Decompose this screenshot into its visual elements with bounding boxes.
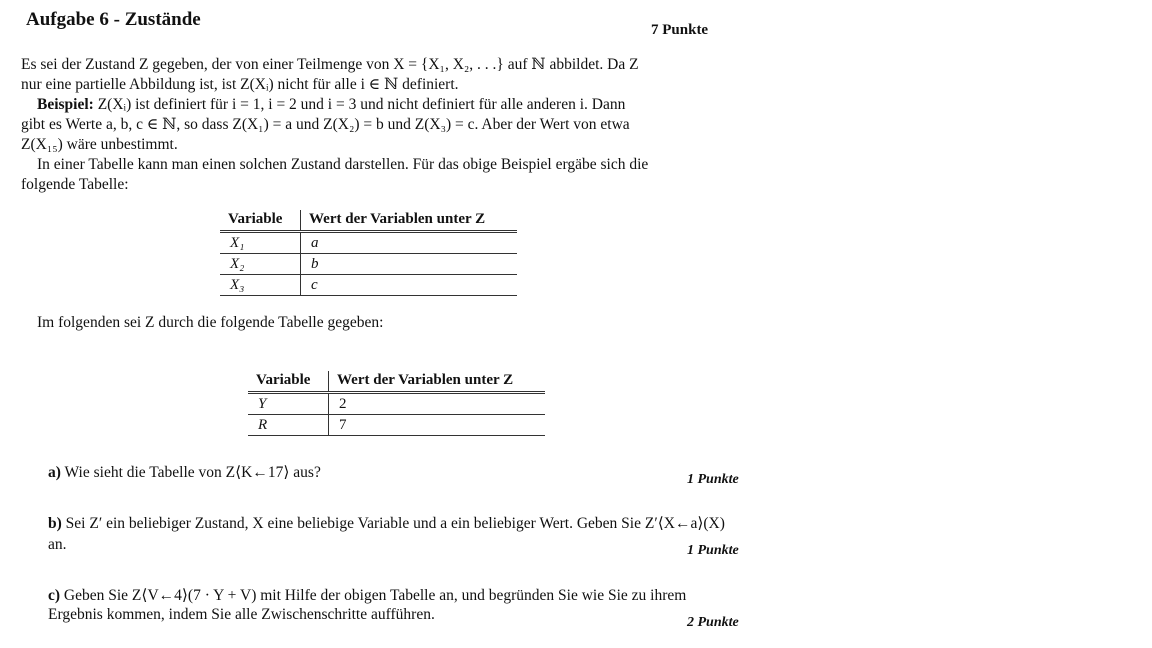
- question-a: [48, 463, 321, 483]
- question-a-points: 1 Punkte: [687, 472, 739, 487]
- table2-cell: 2: [329, 393, 546, 415]
- table2-cell: R: [248, 415, 329, 436]
- question-c: [48, 586, 686, 606]
- question-a-label: a): [48, 464, 61, 481]
- table-row: [248, 415, 545, 436]
- table1-header-value: Wert der Variablen unter Z: [301, 210, 518, 232]
- table1-header-variable: Variable: [220, 210, 301, 232]
- table1-cell: X₃: [220, 275, 301, 296]
- table1-cell: a: [301, 232, 518, 254]
- table2-cell: Y: [248, 393, 329, 415]
- table2-header-value: Wert der Variablen unter Z: [329, 371, 546, 393]
- question-b-line-2: an.: [48, 536, 67, 553]
- question-c-text: Geben Sie Z⟨V←4⟩(7 · Y + V) mit Hilfe der obigen Tabelle an, und begründen Sie wie Sie zu ihrem: [63, 587, 687, 604]
- question-b: [48, 514, 725, 534]
- question-a-text: Wie sieht die Tabelle von Z⟨K←17⟩ aus?: [64, 464, 321, 481]
- table1-cell: c: [301, 275, 518, 296]
- intro-line-3: [37, 95, 625, 115]
- question-b-text: Sei Z′ ein beliebiger Zustand, X eine beliebige Variable und a ein beliebiger Wert. Geben Sie Z′⟨X←a⟩(X): [65, 515, 725, 532]
- page-title: Aufgabe 6 - Zustände: [26, 9, 201, 30]
- table-row: [248, 393, 545, 415]
- intro-line-2: nur eine partielle Abbildung ist, ist Z(Xᵢ) nicht für alle i ∈ ℕ definiert.: [21, 76, 459, 93]
- table1-cell: X₂: [220, 254, 301, 275]
- question-c-points: 2 Punkte: [687, 615, 739, 630]
- given-state-table: [248, 371, 545, 436]
- table-row: [220, 275, 517, 296]
- table1-cell: X₁: [220, 232, 301, 254]
- intro-line-1: Es sei der Zustand Z gegeben, der von einer Teilmenge von X = {X₁, X₂, . . .} auf ℕ abbildet. Da Z: [21, 56, 639, 73]
- table1-cell: b: [301, 254, 518, 275]
- transition-text: Im folgenden sei Z durch die folgende Tabelle gegeben:: [37, 314, 384, 331]
- table2-cell: 7: [329, 415, 546, 436]
- intro-line-6: In einer Tabelle kann man einen solchen Zustand darstellen. Für das obige Beispiel ergäbe sich die: [37, 156, 649, 173]
- intro-line-5: Z(X₁₅) wäre unbestimmt.: [21, 136, 178, 153]
- intro-line-4: gibt es Werte a, b, c ∈ ℕ, so dass Z(X₁) = a und Z(X₂) = b und Z(X₃) = c. Aber der Wert von etwa: [21, 116, 630, 133]
- table-row: [220, 254, 517, 275]
- question-c-label: c): [48, 587, 61, 604]
- intro-line-7: folgende Tabelle:: [21, 176, 129, 193]
- question-b-points: 1 Punkte: [687, 543, 739, 558]
- question-b-label: b): [48, 515, 62, 532]
- table-row: [220, 232, 517, 254]
- total-points: 7 Punkte: [651, 22, 709, 38]
- example-label: Beispiel:: [37, 96, 94, 113]
- example-text: Z(Xᵢ) ist definiert für i = 1, i = 2 und i = 3 und nicht definiert für alle anderen i. Dann: [97, 96, 626, 113]
- example-state-table: [220, 210, 517, 296]
- table2-header-variable: Variable: [248, 371, 329, 393]
- question-c-line-2: Ergebnis kommen, indem Sie alle Zwischenschritte aufführen.: [48, 606, 435, 623]
